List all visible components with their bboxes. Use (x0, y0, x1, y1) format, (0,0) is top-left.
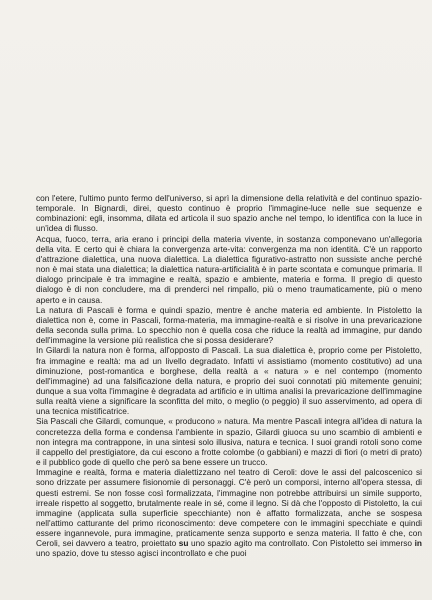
bold-word: in (414, 538, 422, 549)
bold-word: su (178, 538, 189, 549)
paragraph: Sia Pascali che Gilardi, comunque, « producono » natura. Ma mentre Pascali integra all'idea di natura la concretezza della forma e condensa l'ambiente in spazio, Gilardi giuoca su uno scambio di ambienti e non integra ma contrappone, in una sintesi solo illusiva, natura e tecnica. I suoi grandi rotoli sono come il cappello del prestigiatore, da cui escono a frotte colombe (o gabbiani) e mazzi di fiori (o metri di prato) e il pubblico gode di quello che però sa bene essere un trucco. (36, 416, 422, 468)
paragraph: In Gilardi la natura non è forma, all'opposto di Pascali. La sua dialettica è, proprio come per Pistoletto, fra immagine e realtà: ma ad un livello degradato. Infatti vi assistiamo (momento costitutivo) ad una diminuzione, post-romantica e borghese, della realtà a « natura » e nel contempo (momento dell'immagine) ad una falsificazione della natura, e proprio dei suoi connotati più mitemente genuini; dunque a sua volta l'immagine è degradata ad artificio e in ultima analisi la prevaricazione dell'immagine sulla realtà viene a significare la sconfitta del mito, o meglio (o peggio) il suo asservimento, ad opera di una tecnica mistificatrice. (36, 345, 422, 417)
paragraph-last: Immagine e realtà, forma e materia dialettizzano nel teatro di Ceroli: dove le assi del palcoscenico si sono drizzate per assumere fisionomie di personaggi. C'è però un comporsi, interno all'opera stessa, di questi estremi. Se non fosse così formalizzata, l'immagine non potrebbe attribuirsi un simile supporto, irreale rispetto al soggetto, brutalmente reale in sé, come il legno. Si dà che l'opposto di Pistoletto, la cui immagine (applicata sulla superficie specchiante) non è affatto formalizzata, anche se sospesa nell'attimo catturante del primo riconoscimento: deve competere con le immagini specchiate e quindi essere ingannevole, pura immagine, praticamente senza supporto e senza materia. Il fatto è che, con Ceroli, sei davvero a teatro, proiettato su uno spazio agito ma controllato. Con Pistoletto sei immerso in uno spazio, dove tu stesso agisci incontrollato e che puoi (36, 467, 422, 559)
essay-text (36, 193, 422, 559)
paragraph: con l'etere, l'ultimo punto fermo dell'universo, si aprì la dimensione della relatività e del continuo spazio-temporale. In Bignardi, direi, questo continuo è proprio l'immagine-luce nelle sue sequenze e combinazioni: egli, insomma, dilata ed articola il suo spazio anche nel tempo, lo identifica con la luce in un'idea di flusso. (36, 193, 422, 234)
paragraph: Acqua, fuoco, terra, aria erano i principi della materia vivente, in sostanza componevano un'allegoria della vita. E certo qui è chiara la convergenza arte-vita: convergenza ma non identità. C'è un rapporto d'attrazione dialettica, una nuova dialettica. La dialettica figurativo-astratto non sussiste anche perché non è mai stata una dialettica; la dialettica natura-artificialità è in parte scontata e comunque primaria. Il dialogo principale è tra immagine e realtà, spazio e ambiente, materia e forma. Il pregio di questo dialogo è di non concludere, ma di prenderci nel rimpallo, più o meno traumaticamente, più o meno aperto e in causa. (36, 233, 422, 305)
paragraph: La natura di Pascali è forma e quindi spazio, mentre è anche materia ed ambiente. In Pistoletto la dialettica non è, come in Pascali, forma-materia, ma immagine-realtà e si risolve in una prevaricazione della seconda sulla prima. Lo specchio non è quella cosa che riduce la realtà ad immagine, pur dando dell'immagine la versione più realistica che si possa desiderare? (36, 304, 422, 346)
